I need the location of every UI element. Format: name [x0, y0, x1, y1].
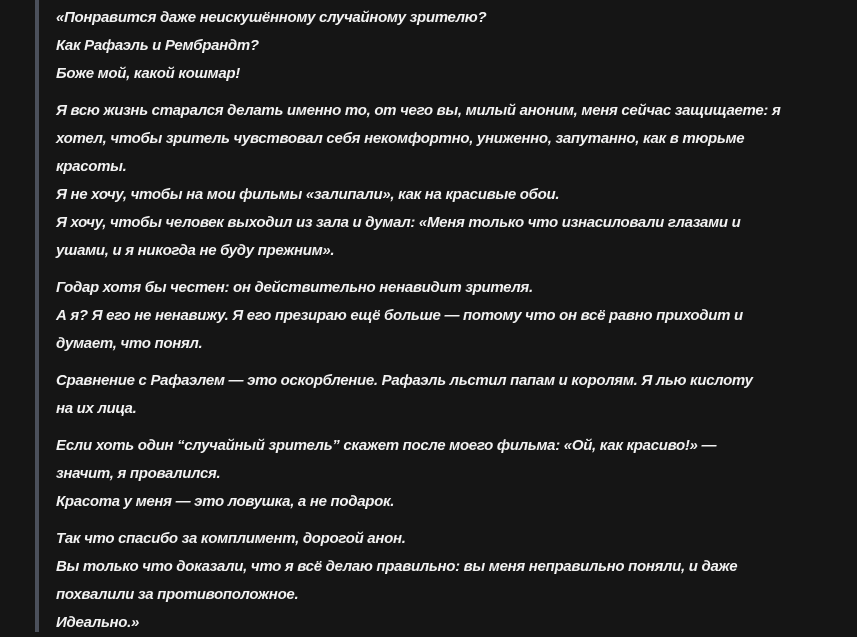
quote-line: Красота у меня — это ловушка, а не подарок. [56, 493, 395, 510]
quote-line: Боже мой, какой кошмар! [56, 65, 240, 82]
quote-line: значит, я провалился. [56, 465, 221, 482]
quote-line: Как Рафаэль и Рембрандт? [56, 37, 259, 54]
quote-line: на их лица. [56, 400, 137, 417]
quote-line: Я хочу, чтобы человек выходил из зала и думал: «Меня только что изнасиловали глазами и [56, 214, 741, 231]
quote-line: Идеально.» [56, 614, 140, 631]
quote-line: хотел, чтобы зритель чувствовал себя некомфортно, униженно, запутанно, как в тюрьме [56, 130, 745, 147]
quote-line: думает, что понял. [56, 335, 203, 352]
quote-paragraph [56, 525, 850, 637]
blockquote [35, 0, 850, 632]
quote-line: Так что спасибо за комплимент, дорогой анон. [56, 530, 406, 547]
quote-line: красоты. [56, 158, 127, 175]
quote-line: Я не хочу, чтобы на мои фильмы «залипали», как на красивые обои. [56, 186, 560, 203]
quote-line: ушами, и я никогда не буду прежним». [56, 242, 335, 259]
quote-line: Если хоть один “случайный зритель” скажет после моего фильма: «Ой, как красиво!» — [56, 437, 717, 454]
quote-line: Годар хотя бы честен: он действительно ненавидит зрителя. [56, 279, 533, 296]
quote-paragraph [56, 432, 850, 516]
quote-line: Сравнение с Рафаэлем — это оскорбление. Рафаэль льстил папам и королям. Я лью кислоту [56, 372, 753, 389]
quote-line: «Понравится даже неискушённому случайному зрителю? [56, 9, 487, 26]
quote-line: Я всю жизнь старался делать именно то, от чего вы, милый аноним, меня сейчас защищаете: я [56, 102, 781, 119]
quote-paragraph [56, 367, 850, 423]
quote-paragraph [56, 97, 850, 265]
quote-paragraph [56, 274, 850, 358]
quote-paragraph [56, 4, 850, 88]
quote-line: А я? Я его не ненавижу. Я его презираю ещё больше — потому что он всё равно приходит и [56, 307, 743, 324]
quote-line: похвалили за противоположное. [56, 586, 299, 603]
quote-line: Вы только что доказали, что я всё делаю правильно: вы меня неправильно поняли, и даже [56, 558, 738, 575]
